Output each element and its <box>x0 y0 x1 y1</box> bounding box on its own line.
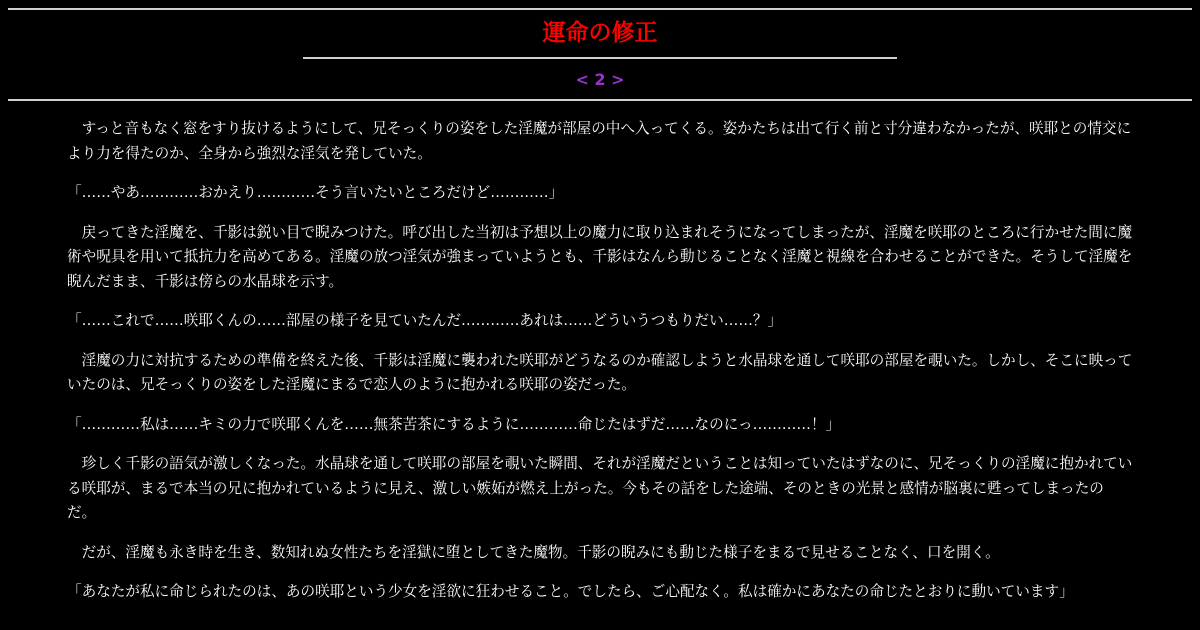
dialogue-paragraph: 「あなたが私に命じられたのは、あの咲耶という少女を淫欲に狂わせること。でしたら、ご心配なく。私は確かにあなたの命じたとおりに動いています」 <box>67 583 1074 600</box>
paragraph: だが、淫魔も永き時を生き、数知れぬ女性たちを淫獄に堕としてきた魔物。千影の睨みにも動じた様子をまるで見せることなく、口を開く。 <box>67 543 1000 561</box>
paragraph: 珍しく千影の語気が激しくなった。水晶球を通して咲耶の部屋を覗いた瞬間、それが淫魔だということは知っていたはずなのに、兄そっくりの淫魔に抱かれている咲耶が、まるで本当の兄に抱かれているように見え、激しい嫉妬が燃え上がった。今もその話をした途端、そのときの光景と感情が脳裏に甦ってしまったのだ。 <box>67 455 1133 521</box>
chapter-navigation[interactable]: < 2 > <box>575 70 625 89</box>
page-title: 運命の修正 <box>542 20 658 46</box>
dialogue-paragraph: 「……これで……咲耶くんの……部屋の様子を見ていたんだ…………あれは……どういうつもりだい……？」 <box>67 312 783 329</box>
title-divider <box>303 57 897 59</box>
top-divider <box>8 8 1192 10</box>
paragraph: 戻ってきた淫魔を、千影は鋭い目で睨みつけた。呼び出した当初は予想以上の魔力に取り込まれそうになってしまったが、淫魔を咲耶のところに行かせた間に魔術や呪具を用いて抵抗力を高めてある。淫魔の放つ淫気が強まっていようとも、千影はなんら動じることなく淫魔と視線を合わせることができた。そうして淫魔を睨んだまま、千影は傍らの水晶球を示す。 <box>67 223 1133 290</box>
dialogue-paragraph: 「…………私は……キミの力で咲耶くんを……無茶苦茶にするように…………命じたはずだ……なのにっ…………！」 <box>67 415 841 433</box>
paragraph: 淫魔の力に対抗するための準備を終えた後、千影は淫魔に襲われた咲耶がどうなるのか確認しようと水晶球を通して咲耶の部屋を覗いた。しかし、そこに映っていたのは、兄そっくりの姿をした淫魔にまるで恋人のように抱かれる咲耶の姿だった。 <box>67 351 1133 393</box>
paragraph: すっと音もなく窓をすり抜けるようにして、兄そっくりの姿をした淫魔が部屋の中へ入ってくる。姿かたちは出て行く前と寸分違わなかったが、咲耶との情交により力を得たのか、全身から強烈な淫気を発していた。 <box>67 120 1132 162</box>
story-body <box>67 117 1133 620</box>
header-divider <box>8 99 1192 101</box>
dialogue-paragraph: 「……やあ…………おかえり…………そう言いたいところだけど…………」 <box>67 184 564 201</box>
